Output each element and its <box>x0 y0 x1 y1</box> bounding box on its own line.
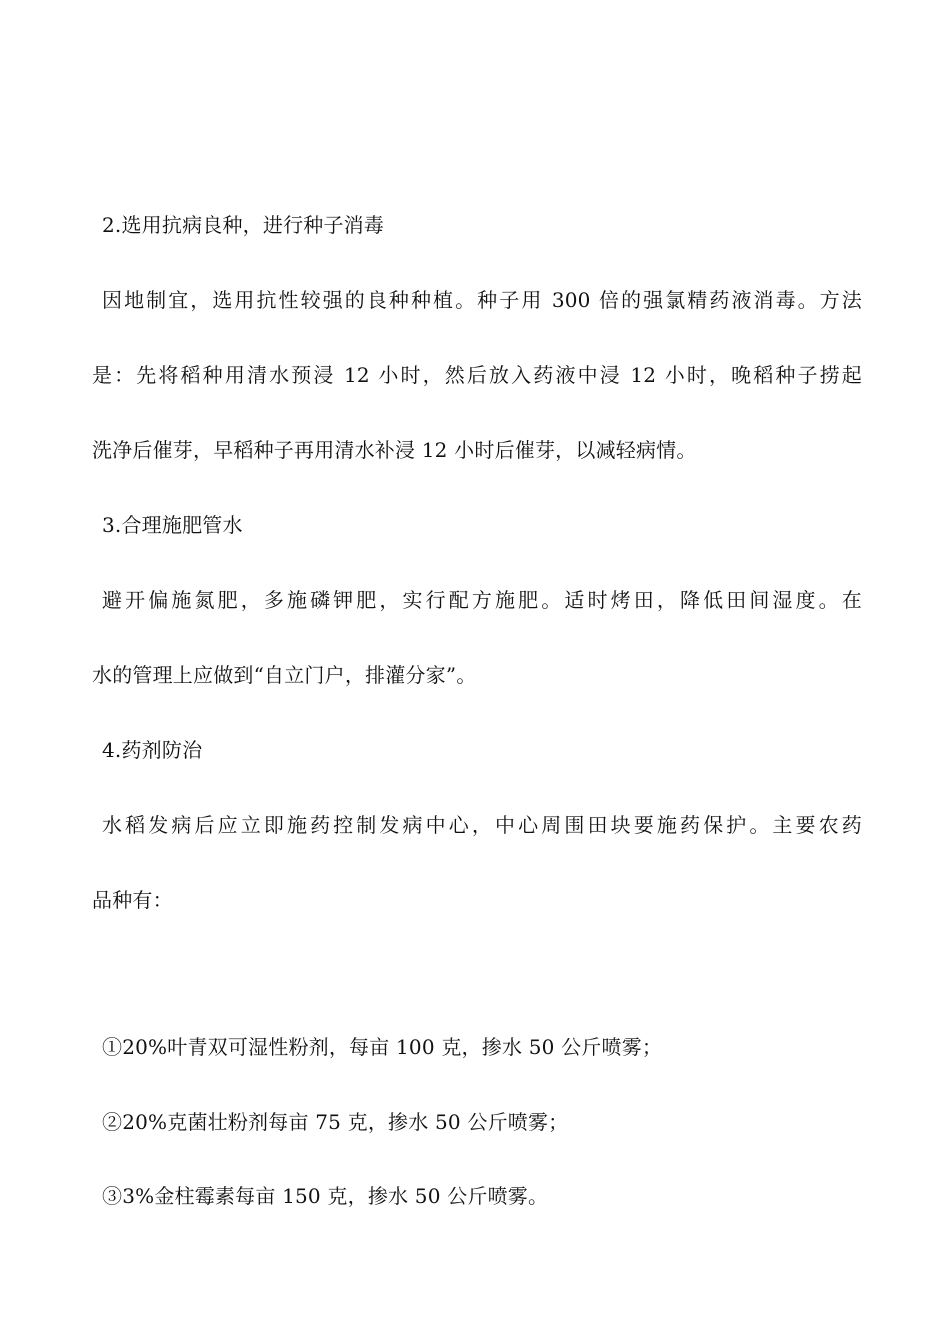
list-item: ②20%克菌壮粉剂每亩 75 克，掺水 50 公斤喷雾； <box>102 1110 569 1134</box>
list-item: ①20%叶青双可湿性粉剂，每亩 100 克，掺水 50 公斤喷雾； <box>102 1035 663 1059</box>
paragraph-line: 洗净后催芽，早稻种子再用清水补浸 12 小时后催芽，以减轻病情。 <box>92 438 697 462</box>
paragraph-line: 水的管理上应做到“自立门户，排灌分家”。 <box>92 663 477 687</box>
paragraph-line: 避开偏施氮肥，多施磷钾肥，实行配方施肥。适时烤田，降低田间湿度。在 <box>102 588 862 612</box>
paragraph-line: 水稻发病后应立即施药控制发病中心，中心周围田块要施药保护。主要农药 <box>102 813 862 837</box>
section-heading-3: 3.合理施肥管水 <box>102 513 243 537</box>
paragraph-line: 因地制宜，选用抗性较强的良种种植。种子用 300 倍的强氯精药液消毒。方法 <box>102 288 862 312</box>
section-heading-4: 4.药剂防治 <box>102 738 203 762</box>
list-item: ③3%金柱霉素每亩 150 克，掺水 50 公斤喷雾。 <box>102 1184 549 1208</box>
section-heading-2: 2.选用抗病良种，进行种子消毒 <box>102 213 385 237</box>
paragraph-line: 品种有： <box>92 888 173 912</box>
paragraph-line: 是：先将稻种用清水预浸 12 小时，然后放入药液中浸 12 小时，晚稻种子捞起 <box>92 363 862 387</box>
